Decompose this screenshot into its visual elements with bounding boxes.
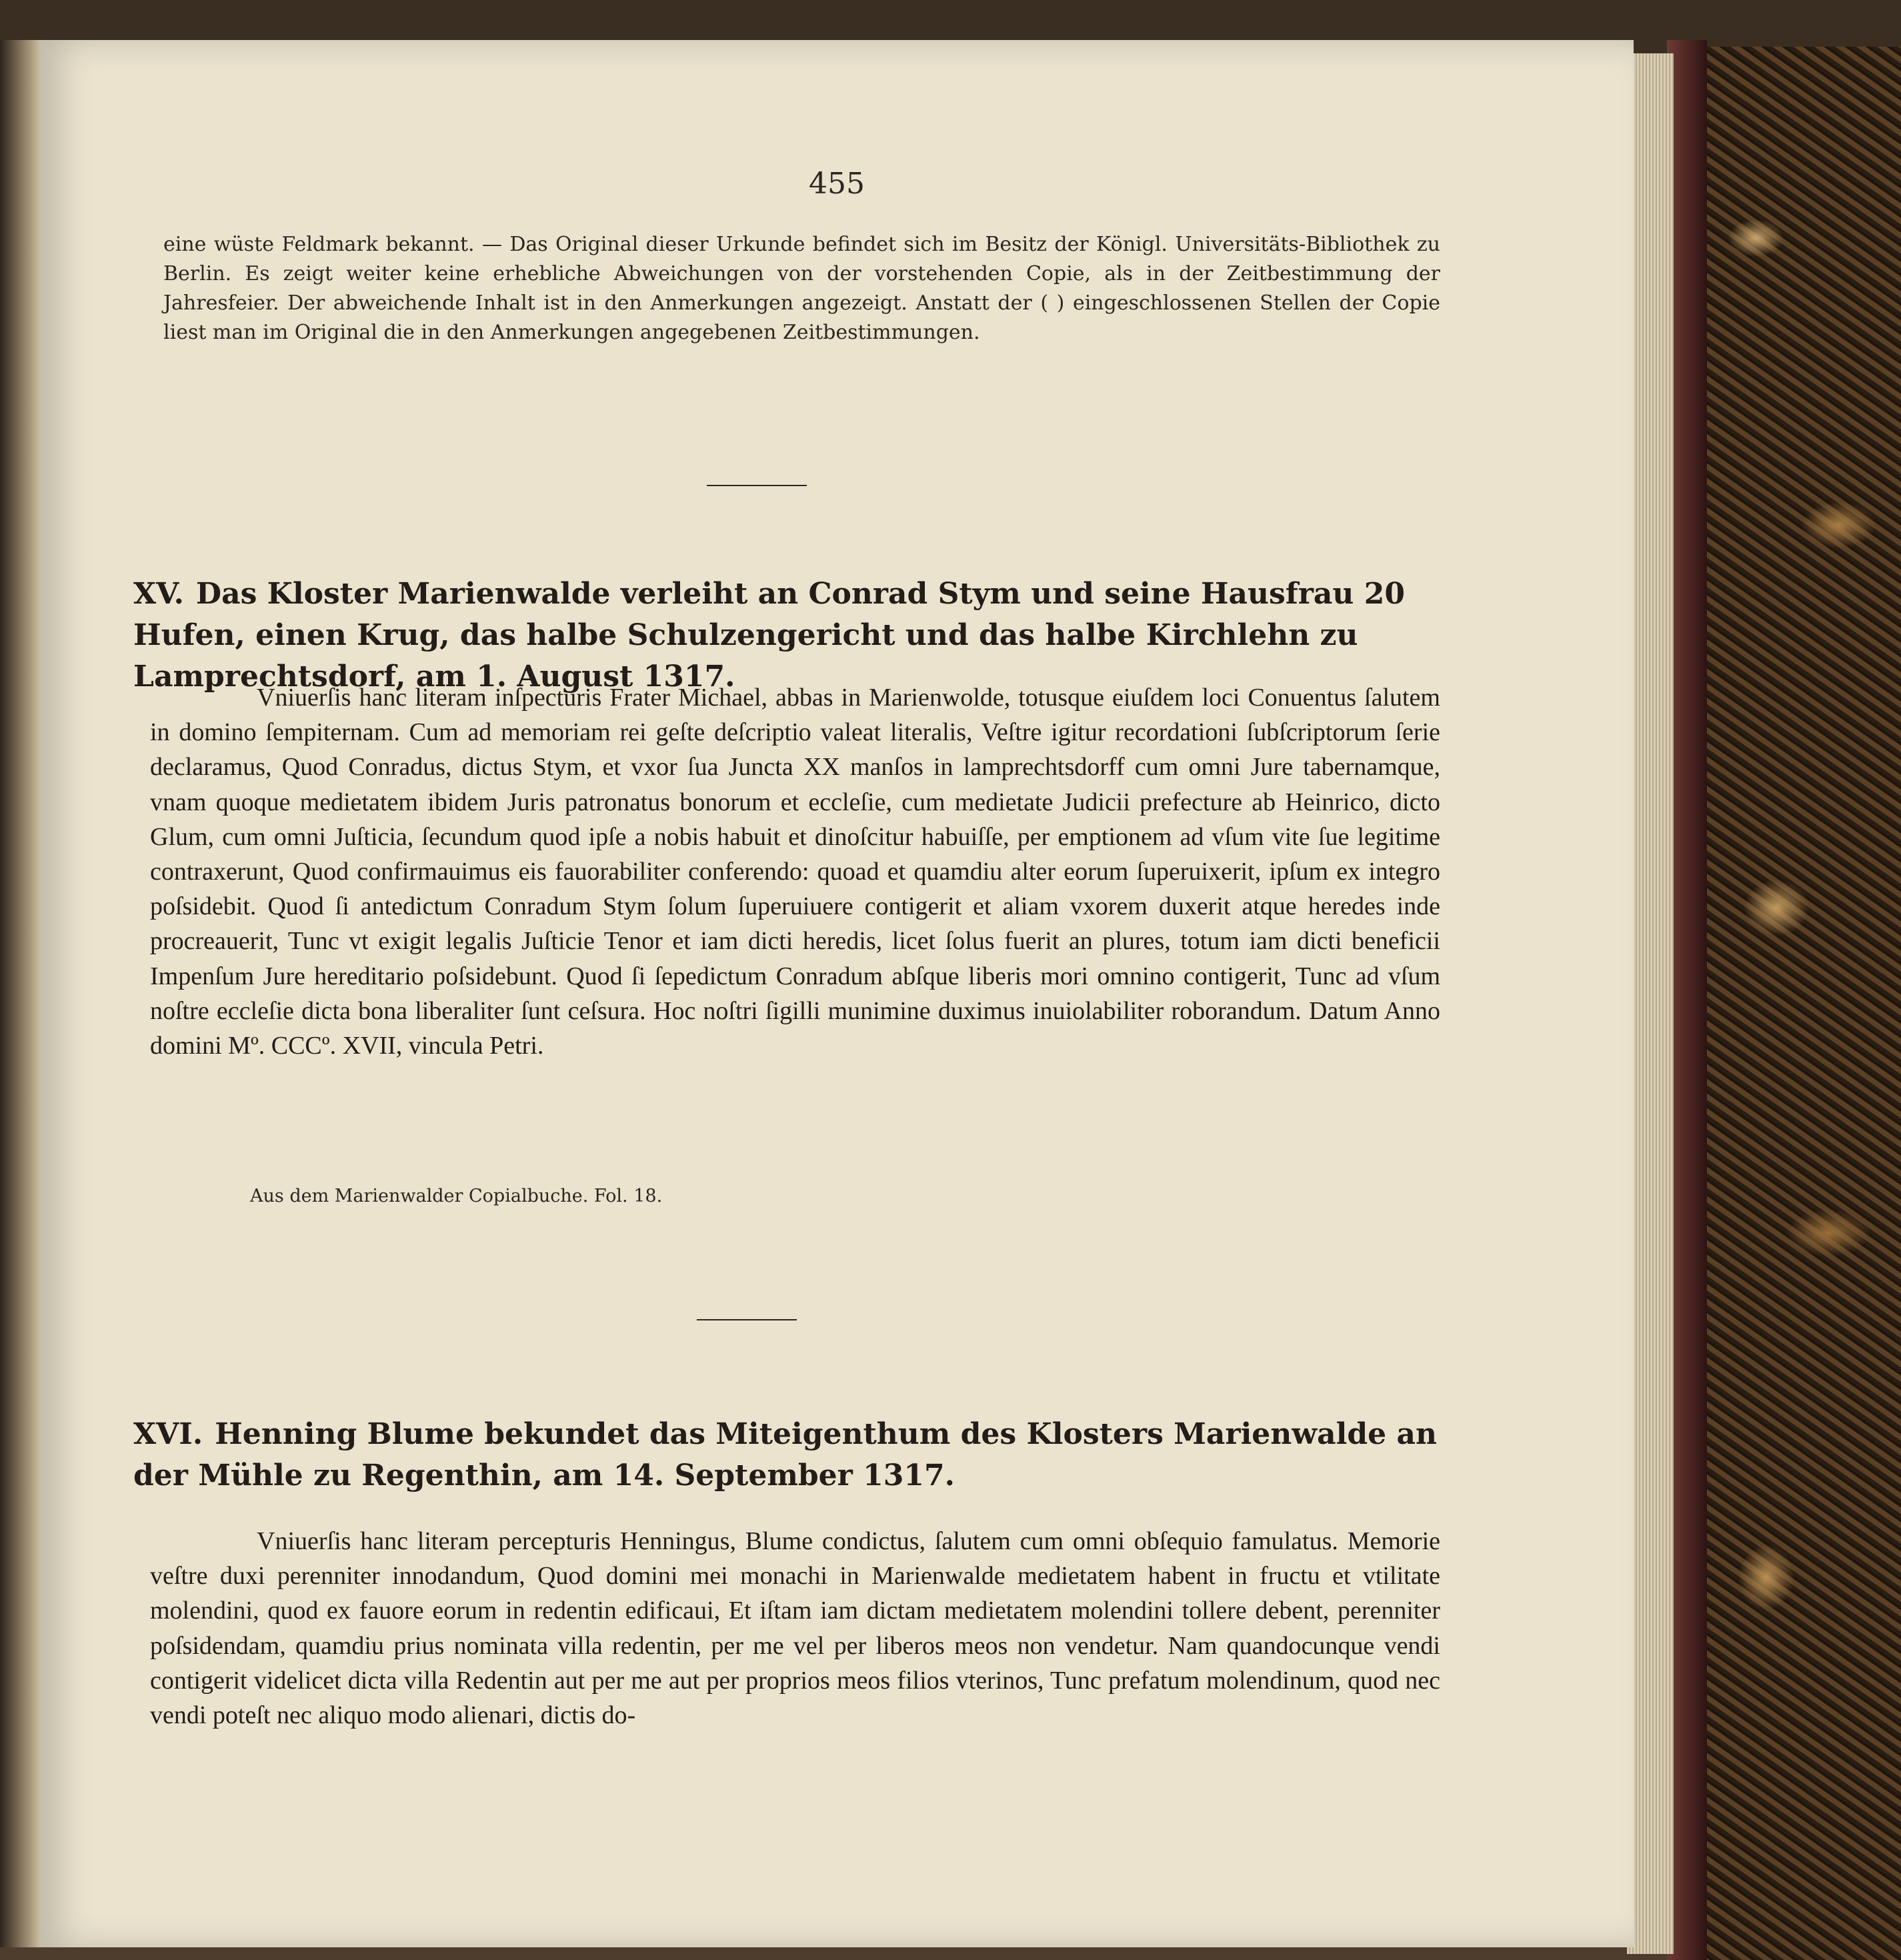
editorial-note — [163, 230, 1440, 347]
page-block-edge — [1627, 53, 1674, 1954]
document-heading-xv — [133, 574, 1440, 698]
section-divider — [707, 485, 807, 486]
source-note: Aus dem Marienwalder Copialbuche. Fol. 18. — [250, 1186, 663, 1206]
charter-text: Vniuerſis hanc literam inſpecturis Frater Michael, abbas in Marienwolde, totusque eiuſdem loci Conuentus ſalutem in domino ſempiternam. Cum ad memoriam rei geſte deſcriptio valeat literalis, Veſtre igitur recordationi ſubſcriptorum ſerie declaramus, Quod Conradus, dictus Stym, et vxor ſua Juncta XX manſos in lamprechtsdorff cum omni Jure tabernamque, vnam quoque medietatem ibidem Juris patronatus bonorum et eccleſie, cum medietate Judicii prefecture ab Heinrico, dicto Glum, cum omni Juſticia, ſecundum quod ipſe a nobis habuit et dinoſcitur habuiſſe, per emptionem ad vſum vite ſue legitime contraxerunt, Quod confirmauimus eis fauorabiliter conferendo: quoad et quamdiu alter eorum ſuperuixerit, ipſum ex integro poſsidebit. Quod ſi antedictum Conradum Stym ſolum ſuperuiuere contigerit et aliam vxorem duxerit atque heredes inde procreauerit, Tunc vt exigit legalis Juſticie Tenor et iam dicti heredis, licet ſolus fuerit an plures, totum iam dicti beneficii Impenſum Jure hereditario poſsidebunt. Quod ſi ſepedictum Conradum abſque liberis mori omnino contigerit, Tunc ad vſum noſtre eccleſie dicta bona liberaliter ſunt ceſsura. Hoc noſtri ſigilli munimine duximus inuiolabiliter roborandum. Datum Anno domini Mº. CCCº. XVII, vincula Petri. — [150, 684, 1440, 1060]
document-title: Das Kloster Marienwalde verleiht an Conrad Stym und seine Hausfrau 20 Hufen, einen Krug, das halbe Schulzengericht und das halbe Kirchlehn zu Lamprechtsdorf, am 1. August 1317. — [133, 577, 1405, 694]
document-text-xv — [150, 680, 1440, 1063]
section-divider — [697, 1319, 797, 1320]
document-heading-xvi — [133, 1414, 1440, 1497]
left-page-edge — [0, 40, 40, 1947]
note-text: eine wüste Feldmark bekannt. — Das Original dieser Urkunde befindet sich im Besitz der Königl. Universitäts-Bibliothek zu Berlin. Es zeigt weiter keine erhebliche Abweichungen von der vorstehenden Copie, als in der Zeitbestimmung der Jahresfeier. Der abweichende Inhalt ist in den Anmerkungen angezeigt. Anstatt der ( ) eingeschlossenen Stellen der Copie liest man im Original die in den Anmerkungen angegebenen Zeitbestimmungen. — [163, 233, 1440, 344]
document-number: XVI. — [133, 1417, 203, 1451]
page-number: 455 — [809, 167, 865, 201]
document-title: Henning Blume bekundet das Miteigenthum des Klosters Marienwalde an der Mühle zu Regenthin, am 14. September 1317. — [133, 1417, 1437, 1493]
book-page — [40, 40, 1634, 1947]
document-number: XV. — [133, 577, 184, 611]
marbled-cover — [1694, 47, 1901, 1960]
document-text-xvi — [150, 1524, 1440, 1733]
charter-text: Vniuerſis hanc literam percepturis Henningus, Blume condictus, ſalutem cum omni obſequio famulatus. Memorie veſtre duxi perenniter innodandum, Quod domini mei monachi in Marienwalde medietatem habent in fructu et vtilitate molendini, quod ex fauore eorum in redentin edificaui, Et iſtam iam dictam medietatem molendini tollere debent, perenniter poſsidendam, quamdiu prius nominata villa redentin, per me vel per liberos meos non vendetur. Nam quandocunque vendi contigerit videlicet dicta villa Redentin aut per me aut per proprios meos filios vterinos, Tunc prefatum molendinum, quod nec vendi poteſt nec aliquo modo alienari, dictis do- — [150, 1527, 1440, 1730]
